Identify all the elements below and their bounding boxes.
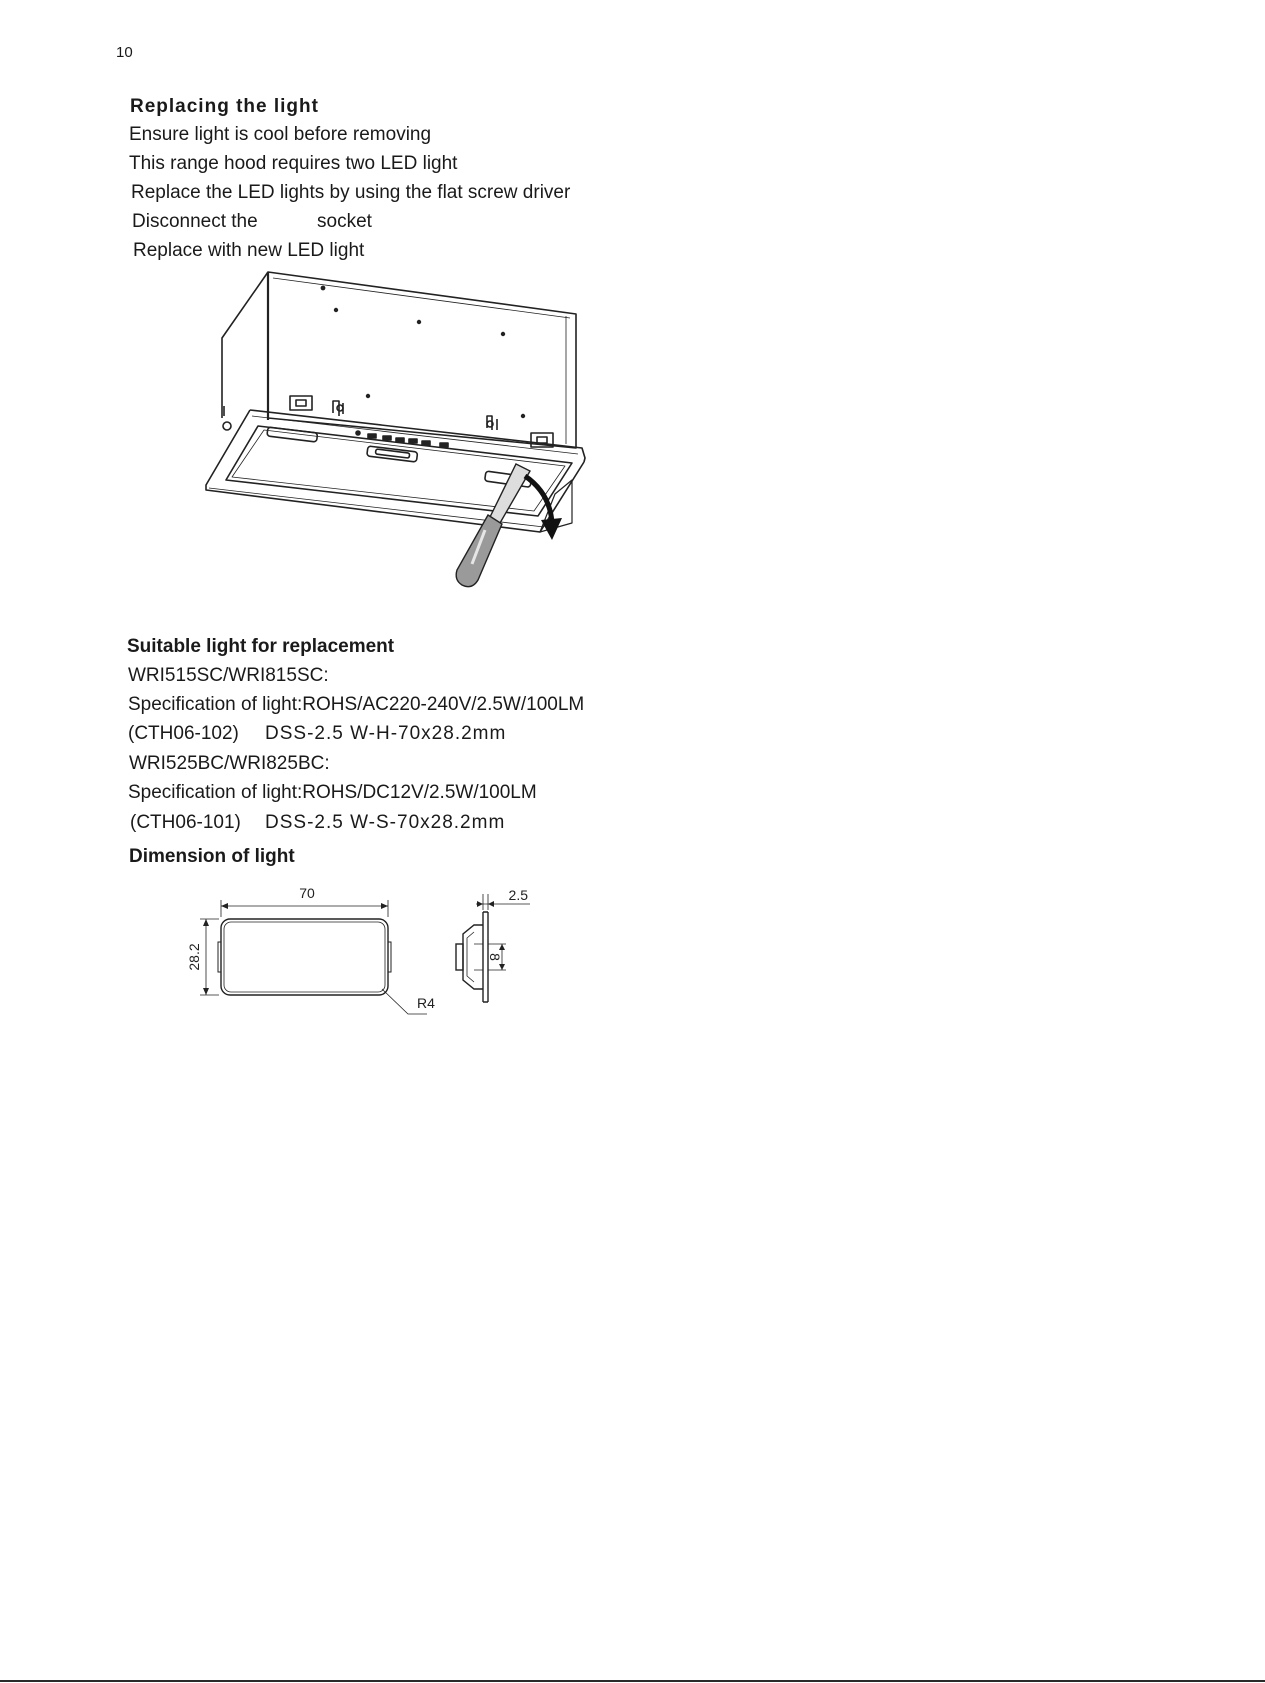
section-heading-suitable-light: Suitable light for replacement bbox=[127, 636, 395, 657]
spec-value: light:ROHS/DC12V/2.5W/100LM bbox=[262, 782, 537, 803]
range-hood-illustration bbox=[200, 268, 595, 598]
step-line: This range hood requires two LED light bbox=[129, 153, 458, 174]
step-line: Ensure light is cool before removing bbox=[129, 124, 432, 145]
section-heading-dimension: Dimension of light bbox=[129, 846, 295, 867]
dimension-length-label: 70 bbox=[299, 885, 315, 901]
spec-prefix: Specification of bbox=[128, 694, 257, 715]
step-line-socket: socket bbox=[317, 211, 372, 232]
dimension-depth-label: 8 bbox=[487, 953, 503, 961]
spec-value: light:ROHS/AC220-240V/2.5W/100LM bbox=[262, 694, 585, 715]
step-line: Replace with new LED light bbox=[133, 240, 365, 261]
page-bottom-rule bbox=[0, 1680, 1265, 1682]
arrow-head-icon bbox=[541, 518, 562, 540]
dimension-radius-label: R4 bbox=[417, 995, 435, 1011]
page-number: 10 bbox=[116, 44, 133, 61]
step-line: Disconnect the bbox=[132, 211, 258, 232]
part-number-b: DSS-2.5 W-S-70x28.2mm bbox=[265, 812, 506, 833]
spec-prefix: Specification of bbox=[128, 782, 257, 803]
led-dimension-drawing bbox=[180, 882, 580, 1022]
section-heading-replacing-light: Replacing the light bbox=[130, 96, 319, 117]
dimension-thickness-label: 2.5 bbox=[508, 887, 528, 903]
part-number-a: DSS-2.5 W-H-70x28.2mm bbox=[265, 723, 507, 744]
spec-line-b bbox=[128, 782, 537, 804]
code-line-a: (CTH06-102) bbox=[128, 723, 239, 744]
dimension-height-label: 28.2 bbox=[186, 943, 202, 971]
spec-line-a bbox=[128, 694, 584, 716]
model-line-a: WRI515SC/WRI815SC: bbox=[128, 665, 329, 686]
step-line: Replace the LED lights by using the flat screw driver bbox=[131, 182, 571, 203]
model-line-b: WRI525BC/WRI825BC: bbox=[129, 753, 330, 774]
code-line-b: (CTH06-101) bbox=[130, 812, 241, 833]
